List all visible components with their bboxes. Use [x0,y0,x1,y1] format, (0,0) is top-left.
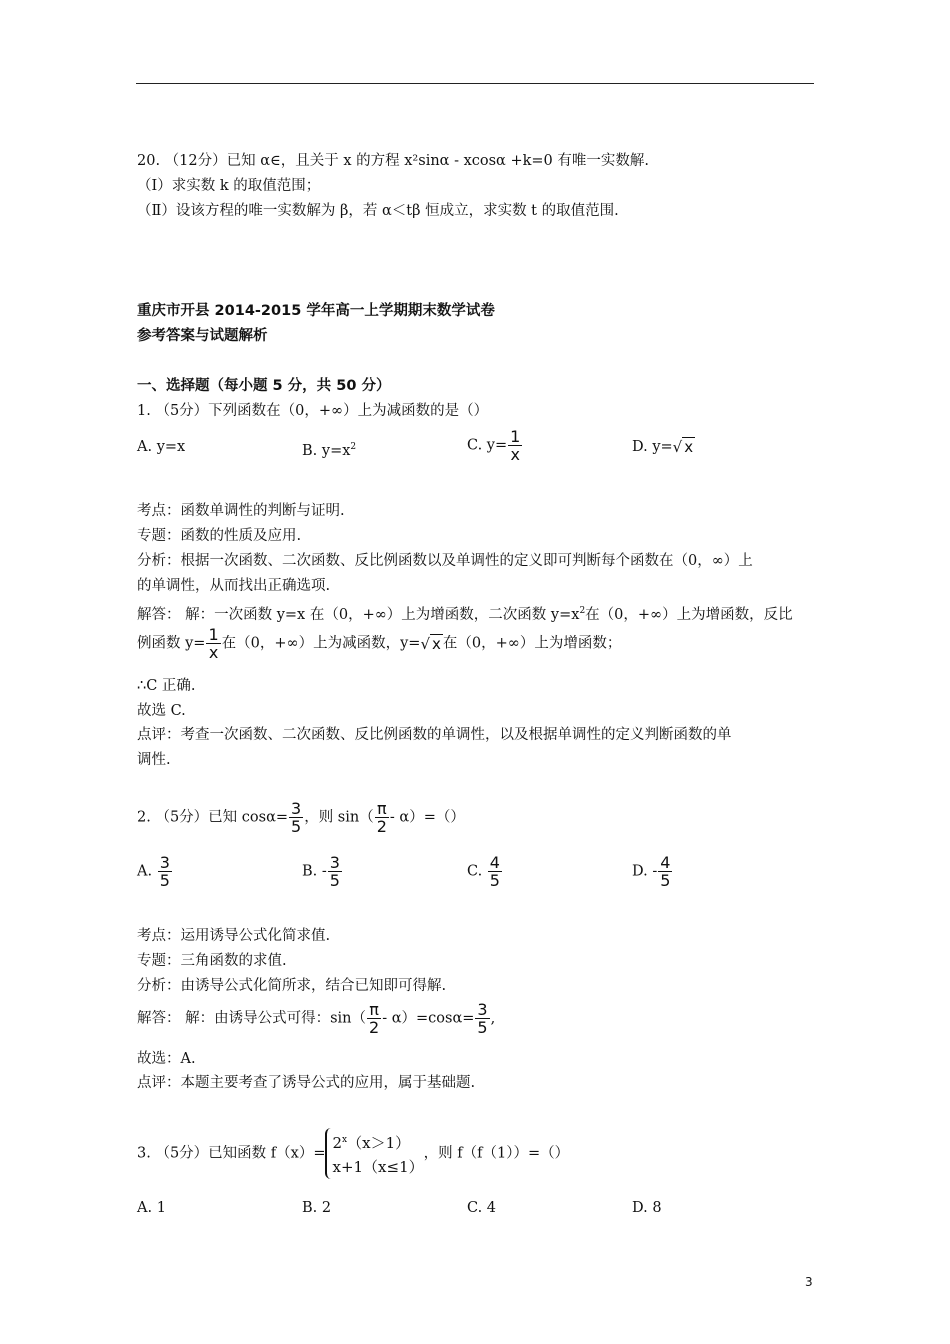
fraction: $\frac{4}{5}$ [489,853,500,890]
doc-title: 重庆市开县 2014-2015 学年高一上学期期末数学试卷 [137,303,495,319]
q2-jieda: 解答： 解：由诱导公式可得：sin（ $\frac{\pi}{2}$ - α）=cosα= $\frac{3}{5}$ , [137,1000,496,1037]
fraction: $\frac{3}{5}$ [477,1000,488,1037]
q1-option-a: A. y=x [137,439,186,455]
q2-stem: 2. （5分）已知 cosα= $\frac{3}{5}$ ，则 sin（ $\frac{\pi}{2}$ - α）=（） [137,799,465,836]
q3-option-b: B. 2 [302,1200,332,1216]
fraction: $\frac{3}{5}$ [329,853,340,890]
q20-line2: （Ⅰ）求实数 k 的取值范围； [137,178,321,194]
q1-option-d: D. y=√ x [632,438,694,456]
q1-dianping-2: 调性. [137,752,171,768]
fraction: $\frac{1}{x}$ [510,427,521,464]
q1-option-b: B. $y=x^2$ [302,442,357,459]
q2-option-a: A. $\frac{3}{5}$ [137,853,170,890]
fraction: $\frac{4}{5}$ [660,853,671,890]
q2-zhuanti: 专题：三角函数的求值. [137,953,287,969]
q2-option-d: D. - $\frac{4}{5}$ [632,853,671,890]
q3-stem: 3. （5分）已知函数 f（x）= $2^x(x>1)$ x+1（x≤1） ，则 f（f（1））=（） [137,1128,569,1179]
sqrt-symbol: √ x [420,634,441,653]
sqrt-symbol: √ x [672,438,694,456]
q2-kaodian: 考点：运用诱导公式化简求值. [137,928,331,944]
q1-zhuanti: 专题：函数的性质及应用. [137,528,302,544]
q2-option-c: C. $\frac{4}{5}$ [467,853,500,890]
q3-option-a: A. 1 [137,1200,166,1216]
fraction: $\frac{3}{5}$ [159,853,170,890]
q20-line3: （Ⅱ）设该方程的唯一实数解为 β，若 α＜tβ 恒成立，求实数 t 的取值范围. [137,203,619,219]
doc-subtitle: 参考答案与试题解析 [137,328,268,344]
q1-jieda-1: 解答： 解：一次函数 y=x 在（0，+∞）上为增函数，二次函数 $y=x^2$在（0，+∞）上为增函数，反比 [137,606,793,623]
fraction: $\frac{3}{5}$ [291,799,302,836]
piecewise-function: $2^x(x>1)$ x+1（x≤1） [325,1128,423,1179]
q1-dianping-1: 点评：考查一次函数、二次函数、反比例函数的单调性，以及根据单调性的定义判断函数的单 [137,727,732,743]
q3-option-d: D. 8 [632,1200,662,1216]
q2-dianping: 点评：本题主要考查了诱导公式的应用，属于基础题. [137,1075,476,1091]
header-rule [136,83,814,84]
q1-therefore: ∴C 正确. [137,678,196,694]
q2-guxuan: 故选：A. [137,1051,196,1067]
fraction: $\frac{\pi}{2}$ [369,1000,380,1037]
q1-stem: 1. （5分）下列函数在（0，+∞）上为减函数的是（） [137,403,489,419]
page-number: 3 [805,1275,813,1289]
q1-fenxi-2: 的单调性，从而找出正确选项. [137,578,331,594]
q1-fenxi-1: 分析：根据一次函数、二次函数、反比例函数以及单调性的定义即可判断每个函数在（0，∞）上 [137,553,753,569]
q2-fenxi: 分析：由诱导公式化简所求，结合已知即可得解. [137,978,447,994]
q1-option-c: C. y= $\frac{1}{x}$ [467,427,521,464]
q1-guxuan: 故选 C. [137,703,186,719]
fraction: $\frac{\pi}{2}$ [376,799,387,836]
fraction: $\frac{1}{x}$ [208,625,219,662]
q3-option-c: C. 4 [467,1200,497,1216]
q2-option-b: B. - $\frac{3}{5}$ [302,853,340,890]
section-heading: 一、选择题（每小题 5 分，共 50 分） [137,378,391,394]
q1-jieda-2: 例函数 y= $\frac{1}{x}$ 在（0，+∞）上为减函数，y=√ x 在（0，+∞）上为增函数； [137,625,622,662]
q1-kaodian: 考点：函数单调性的判断与证明. [137,503,345,519]
q20-line1: 20. （12分）已知 α∈，且关于 x 的方程 x²sinα - xcosα +k=0 有唯一实数解. [137,153,649,169]
